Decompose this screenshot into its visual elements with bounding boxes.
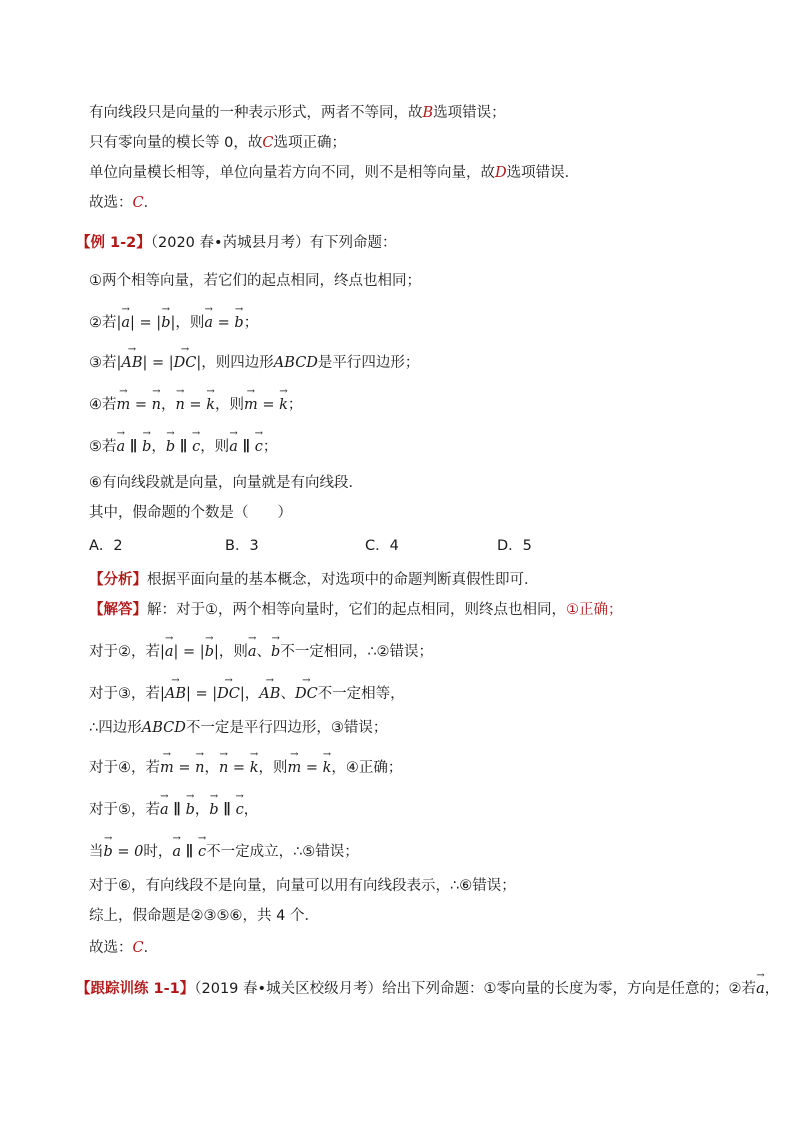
option-c: C．4 xyxy=(365,538,399,554)
solution-line-1: 【解答】解：对于①，两个相等向量时，它们的起点相同，则终点也相同，①正确； xyxy=(89,602,623,618)
solution-line-6: 对于⑥，有向线段不是向量，向量可以用有向线段表示，∴⑥错误； xyxy=(89,878,516,894)
solution-line-3b: ∴四边形ABCD不一定是平行四边形，③错误； xyxy=(89,720,388,736)
option-a: A．2 xyxy=(89,538,123,554)
line-answer-1: 故选：C． xyxy=(89,195,159,211)
option-d: D．5 xyxy=(497,538,532,554)
option-b: B．3 xyxy=(225,538,259,554)
example-heading: 【例 1-2】（2020 春•芮城县月考）有下列命题： xyxy=(76,235,397,251)
proposition-5: ⑤若→ a ∥ → b，→ b ∥ → c，则→ a ∥ → c； xyxy=(89,438,277,456)
proposition-6: ⑥有向线段就是向量，向量就是有向线段． xyxy=(89,475,363,491)
line-answer-2: 故选：C． xyxy=(89,940,159,956)
line-option-b: 有向线段只是向量的一种表示形式，两者不等同，故B选项错误； xyxy=(89,105,506,121)
question-text: 其中，假命题的个数是（ ） xyxy=(89,505,292,521)
proposition-3: ③若|→ AB| = |→ DC|，则四边形ABCD是平行四边形； xyxy=(89,354,419,372)
solution-line-3: 对于③，若|→ AB| = |→ DC|，→ AB、→ DC不一定相等， xyxy=(89,685,405,703)
line-option-c: 只有零向量的模长等 0，故C选项正确； xyxy=(89,135,346,151)
analysis-line: 【分析】根据平面向量的基本概念，对选项中的命题判断真假性即可． xyxy=(89,572,539,588)
line-option-d: 单位向量模长相等，单位向量若方向不同，则不是相等向量，故D选项错误． xyxy=(89,165,580,181)
solution-line-5: 对于⑤，若→ a ∥ → b，→ b ∥ → c， xyxy=(89,801,258,819)
solution-line-2: 对于②，若|→ a| = |→ b|，则→ a、→ b不一定相同，∴②错误； xyxy=(89,643,433,661)
practice-heading: 【跟踪训练 1-1】（2019 春•城关区校级月考）给出下列命题：①零向量的长度为零，方向是任意的；②若→ a， xyxy=(76,980,779,998)
summary-line: 综上，假命题是②③⑤⑥，共 4 个． xyxy=(89,908,319,924)
proposition-2: ②若|→ a| = |→ b|，则→ a = → b； xyxy=(89,314,258,332)
solution-line-4: 对于④，若→ m = → n，→ n = → k，则→ m = → k，④正确； xyxy=(89,759,402,777)
proposition-1: ①两个相等向量，若它们的起点相同，终点也相同； xyxy=(89,273,421,289)
proposition-4: ④若→ m = → n，→ n = → k，则→ m = → k； xyxy=(89,396,302,414)
solution-line-5b: 当→ b = 0时，→ a ∥ → c不一定成立，∴⑤错误； xyxy=(89,843,359,861)
